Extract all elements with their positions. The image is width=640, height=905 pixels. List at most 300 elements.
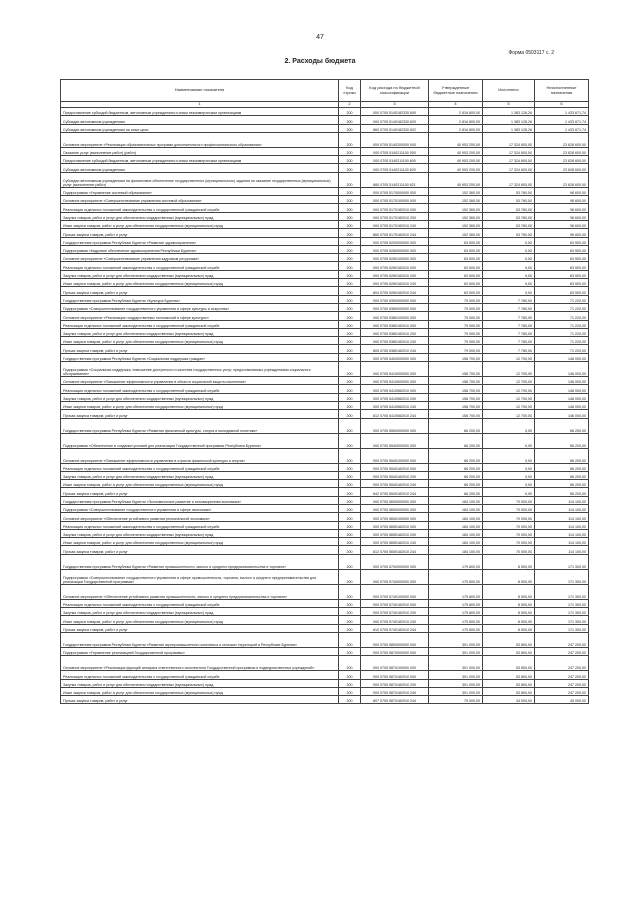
- header-number: 3: [361, 102, 429, 108]
- row-approved-cell: 66 200,00: [429, 448, 483, 463]
- row-name-cell: Закупка товаров, работ и услуг для обеспечения государственных (муниципальных) нужд: [61, 328, 339, 336]
- row-executed-cell: 12 700,00: [483, 377, 535, 385]
- row-approved-cell: 184 100,00: [429, 496, 483, 504]
- row-name-cell: Иные закупки товаров, работ и услуг для обеспечения государственных (муниципальных) нужд: [61, 616, 339, 624]
- row-remaining-cell: 247 200,00: [535, 671, 589, 679]
- table-row: [61, 624, 589, 632]
- row-name-cell: Прочая закупка товаров, работ и услуг: [61, 345, 339, 353]
- row-code-cell: 200: [339, 471, 361, 479]
- row-class-code-cell: 000 0705 5260100000 000: [361, 254, 429, 262]
- row-approved-cell: 158 700,00: [429, 353, 483, 361]
- row-code-cell: 200: [339, 401, 361, 409]
- row-executed-cell: 0,00: [483, 270, 535, 278]
- row-class-code-cell: 000 0705 5260000000 000: [361, 245, 429, 253]
- row-remaining-cell: 71 220,00: [535, 337, 589, 345]
- row-class-code-cell: 000 0705 5260182010 240: [361, 279, 429, 287]
- row-class-code-cell: 000 0705 5870000000 000: [361, 647, 429, 655]
- row-code-cell: 200: [339, 287, 361, 295]
- row-executed-cell: 70 000,00: [483, 546, 535, 554]
- row-remaining-cell: 98 600,00: [535, 187, 589, 195]
- table-row: [61, 538, 589, 546]
- row-code-cell: 200: [339, 164, 361, 172]
- row-executed-cell: 53 800,00: [483, 632, 535, 647]
- row-remaining-cell: 66 200,00: [535, 488, 589, 496]
- row-class-code-cell: 000 0705 5600000000 000: [361, 496, 429, 504]
- row-class-code-cell: 000 0705 5380182010 240: [361, 337, 429, 345]
- row-executed-cell: 8 500,00: [483, 599, 535, 607]
- row-remaining-cell: 98 600,00: [535, 196, 589, 204]
- row-name-cell: Основное мероприятие «Повышение эффективности управления в отрасли физической культуры и спорта»: [61, 448, 339, 463]
- row-name-cell: Закупка товаров, работ и услуг для обеспечения государственных (муниципальных) нужд: [61, 608, 339, 616]
- row-class-code-cell: 000 0705 5870182010 200: [361, 679, 429, 687]
- row-class-code-cell: 000 0705 5140182330 600: [361, 108, 429, 116]
- table-row: [61, 418, 589, 433]
- row-remaining-cell: 23 628 600,00: [535, 132, 589, 147]
- row-name-cell: Подпрограмма «Социальная поддержка, повышение доступности и качества государственных услуг, предоставляемых учреждениями социального обслуживания»: [61, 362, 339, 377]
- row-executed-cell: 7 780,00: [483, 328, 535, 336]
- row-class-code-cell: 842 0705 5540182010 244: [361, 488, 429, 496]
- row-remaining-cell: 114 100,00: [535, 496, 589, 504]
- row-remaining-cell: 63 500,00: [535, 262, 589, 270]
- table-row: [61, 671, 589, 679]
- row-remaining-cell: 1 433 671,74: [535, 108, 589, 116]
- row-class-code-cell: 000 0705 5200000000 000: [361, 237, 429, 245]
- row-code-cell: 200: [339, 463, 361, 471]
- row-code-cell: 200: [339, 410, 361, 418]
- row-class-code-cell: 000 0705 5140211100 600: [361, 156, 429, 164]
- row-executed-cell: 53 800,00: [483, 687, 535, 695]
- row-code-cell: 200: [339, 696, 361, 704]
- row-code-cell: 200: [339, 480, 361, 488]
- row-class-code-cell: 000 0705 5400000000 000: [361, 353, 429, 361]
- table-row: [61, 521, 589, 529]
- row-approved-cell: 158 700,00: [429, 410, 483, 418]
- row-remaining-cell: 71 220,00: [535, 295, 589, 303]
- row-class-code-cell: 000 0705 5540182010 200: [361, 471, 429, 479]
- row-executed-cell: 53 800,00: [483, 671, 535, 679]
- row-name-cell: Иные закупки товаров, работ и услуг для обеспечения государственных (муниципальных) нужд: [61, 279, 339, 287]
- row-code-cell: 200: [339, 345, 361, 353]
- row-code-cell: 200: [339, 546, 361, 554]
- row-executed-cell: 0,00: [483, 480, 535, 488]
- row-class-code-cell: 000 0705 5410000000 000: [361, 362, 429, 377]
- row-approved-cell: 152 360,00: [429, 196, 483, 204]
- row-class-code-cell: 812 0705 5410582010 244: [361, 410, 429, 418]
- row-class-code-cell: 000 0705 5170182010 240: [361, 220, 429, 228]
- table-row: [61, 337, 589, 345]
- row-class-code-cell: 000 0705 5500000000 000: [361, 418, 429, 433]
- row-class-code-cell: 000 0705 5300000000 000: [361, 295, 429, 303]
- row-code-cell: 200: [339, 496, 361, 504]
- row-approved-cell: 79 000,00: [429, 320, 483, 328]
- row-remaining-cell: 171 300,00: [535, 554, 589, 569]
- row-name-cell: Государственная программа Республики Бурятия «Культура Бурятии»: [61, 295, 339, 303]
- table-row: [61, 377, 589, 385]
- table-row: [61, 529, 589, 537]
- row-executed-cell: 53 760,00: [483, 229, 535, 237]
- row-name-cell: Оказание услуг (выполнение работ) (работ): [61, 147, 339, 155]
- table-row: [61, 496, 589, 504]
- row-name-cell: Государственная программа Республики Бурятия «Развитие промышленности, малого и среднего предпринимательства и торговли»: [61, 554, 339, 569]
- form-code: Форма 0503117 с. 2: [508, 50, 554, 56]
- table-row: [61, 132, 589, 147]
- row-approved-cell: 40 953 200,00: [429, 164, 483, 172]
- row-name-cell: Закупка товаров, работ и услуг для обеспечения государственных (муниципальных) нужд: [61, 529, 339, 537]
- row-executed-cell: 0,00: [483, 287, 535, 295]
- row-class-code-cell: 000 0705 5650182010 000: [361, 521, 429, 529]
- row-code-cell: 200: [339, 647, 361, 655]
- row-class-code-cell: 000 0705 5380182010 200: [361, 328, 429, 336]
- row-remaining-cell: 146 000,00: [535, 377, 589, 385]
- row-remaining-cell: 146 000,00: [535, 410, 589, 418]
- row-name-cell: Основное мероприятие «Обеспечение устойчивого развития промышленности, малого и среднего предпринимательства и торговли»: [61, 584, 339, 599]
- row-executed-cell: 1 383 128,26: [483, 108, 535, 116]
- header-code-line: Код строки: [339, 80, 361, 102]
- row-name-cell: Прочая закупка товаров, работ и услуг: [61, 229, 339, 237]
- row-code-cell: 200: [339, 320, 361, 328]
- row-approved-cell: 66 200,00: [429, 463, 483, 471]
- row-class-code-cell: 000 0705 5740182010 240: [361, 616, 429, 624]
- table-row: [61, 147, 589, 155]
- row-executed-cell: 7 780,00: [483, 345, 535, 353]
- row-remaining-cell: 71 220,00: [535, 328, 589, 336]
- row-code-cell: 200: [339, 488, 361, 496]
- row-class-code-cell: 000 0705 5380182010 000: [361, 320, 429, 328]
- row-code-cell: 200: [339, 212, 361, 220]
- row-approved-cell: 66 200,00: [429, 488, 483, 496]
- row-name-cell: Предоставление субсидий бюджетным, автономным учреждениям и иным некоммерческим организациям: [61, 108, 339, 116]
- row-executed-cell: 0,00: [483, 463, 535, 471]
- row-remaining-cell: 63 500,00: [535, 245, 589, 253]
- row-executed-cell: 53 800,00: [483, 647, 535, 655]
- row-class-code-cell: 000 0705 5650000000 000: [361, 504, 429, 512]
- row-approved-cell: 158 700,00: [429, 385, 483, 393]
- row-class-code-cell: 000 0705 5410582010 240: [361, 401, 429, 409]
- row-executed-cell: 8 500,00: [483, 569, 535, 584]
- row-remaining-cell: 63 500,00: [535, 279, 589, 287]
- row-code-cell: 200: [339, 124, 361, 132]
- row-remaining-cell: 247 200,00: [535, 679, 589, 687]
- row-executed-cell: 70 000,00: [483, 538, 535, 546]
- row-code-cell: 200: [339, 245, 361, 253]
- row-code-cell: 200: [339, 599, 361, 607]
- row-executed-cell: 70 000,00: [483, 521, 535, 529]
- row-class-code-cell: 807 0705 5870182010 244: [361, 696, 429, 704]
- row-name-cell: Основное мероприятие «Реализация государственных полномочий в сфере культуры»: [61, 312, 339, 320]
- row-approved-cell: 66 200,00: [429, 471, 483, 479]
- row-code-cell: 200: [339, 393, 361, 401]
- table-row: [61, 295, 589, 303]
- row-remaining-cell: 146 000,00: [535, 401, 589, 409]
- row-name-cell: Государственная программа Республики Бурятия «Развитие здравоохранения»: [61, 237, 339, 245]
- row-approved-cell: 66 200,00: [429, 433, 483, 448]
- table-row: [61, 679, 589, 687]
- row-executed-cell: 0,00: [483, 488, 535, 496]
- row-executed-cell: 12 700,00: [483, 385, 535, 393]
- table-row: [61, 270, 589, 278]
- row-name-cell: Закупка товаров, работ и услуг для обеспечения государственных (муниципальных) нужд: [61, 393, 339, 401]
- row-approved-cell: 152 360,00: [429, 212, 483, 220]
- table-row: [61, 554, 589, 569]
- row-executed-cell: 17 324 600,00: [483, 132, 535, 147]
- table-row: [61, 245, 589, 253]
- row-executed-cell: 53 800,00: [483, 656, 535, 671]
- row-code-cell: 200: [339, 116, 361, 124]
- row-remaining-cell: 171 300,00: [535, 599, 589, 607]
- row-executed-cell: 0,00: [483, 237, 535, 245]
- table-row: [61, 229, 589, 237]
- row-approved-cell: 152 360,00: [429, 204, 483, 212]
- row-approved-cell: 63 500,00: [429, 270, 483, 278]
- row-executed-cell: 53 760,00: [483, 212, 535, 220]
- row-code-cell: 200: [339, 204, 361, 212]
- row-class-code-cell: 000 0705 5140182330 620: [361, 116, 429, 124]
- row-name-cell: Основное мероприятие «Реализация образовательных программ дополнительного профессионального образования»: [61, 132, 339, 147]
- table-row: [61, 656, 589, 671]
- row-name-cell: Прочая закупка товаров, работ и услуг: [61, 287, 339, 295]
- row-approved-cell: 79 000,00: [429, 295, 483, 303]
- row-approved-cell: 66 200,00: [429, 418, 483, 433]
- row-approved-cell: 79 000,00: [429, 303, 483, 311]
- header-code-class: Код расхода по бюджетной классификации: [361, 80, 429, 102]
- row-name-cell: Основное мероприятие «Повышение эффективности управления в области социальной защиты населения»: [61, 377, 339, 385]
- row-class-code-cell: 805 0705 5380182010 244: [361, 345, 429, 353]
- row-remaining-cell: 171 300,00: [535, 624, 589, 632]
- row-name-cell: Основное мероприятие «Совершенствование управления системой образования»: [61, 196, 339, 204]
- row-name-cell: Иные закупки товаров, работ и услуг для обеспечения государственных (муниципальных) нужд: [61, 220, 339, 228]
- row-name-cell: Подпрограмма «Управление реализацией Государственной программы»: [61, 647, 339, 655]
- row-approved-cell: 79 000,00: [429, 345, 483, 353]
- row-name-cell: Прочая закупка товаров, работ и услуг: [61, 624, 339, 632]
- row-approved-cell: 179 800,00: [429, 599, 483, 607]
- table-row: [61, 488, 589, 496]
- row-name-cell: Реализация отдельных положений законодательства о государственной гражданской службе: [61, 671, 339, 679]
- row-code-cell: 200: [339, 656, 361, 671]
- row-executed-cell: 7 780,00: [483, 320, 535, 328]
- row-executed-cell: 8 500,00: [483, 554, 535, 569]
- row-class-code-cell: 000 0705 5260182010 200: [361, 270, 429, 278]
- row-code-cell: 200: [339, 521, 361, 529]
- table-row: [61, 471, 589, 479]
- row-approved-cell: 63 500,00: [429, 237, 483, 245]
- row-code-cell: 200: [339, 632, 361, 647]
- row-class-code-cell: 000 0705 5380100000 000: [361, 312, 429, 320]
- row-class-code-cell: 000 0705 5870182010 000: [361, 671, 429, 679]
- row-code-cell: 200: [339, 504, 361, 512]
- table-row: [61, 254, 589, 262]
- row-remaining-cell: 247 200,00: [535, 632, 589, 647]
- row-code-cell: 200: [339, 279, 361, 287]
- row-remaining-cell: 66 200,00: [535, 433, 589, 448]
- row-remaining-cell: 23 628 600,00: [535, 156, 589, 164]
- row-executed-cell: 34 000,00: [483, 696, 535, 704]
- row-class-code-cell: 810 0705 5740182010 244: [361, 624, 429, 632]
- row-remaining-cell: 63 500,00: [535, 270, 589, 278]
- table-row: [61, 328, 589, 336]
- row-code-cell: 200: [339, 132, 361, 147]
- row-name-cell: Закупка товаров, работ и услуг для обеспечения государственных (муниципальных) нужд: [61, 212, 339, 220]
- row-class-code-cell: 000 0705 5380000000 000: [361, 303, 429, 311]
- row-approved-cell: 40 953 200,00: [429, 147, 483, 155]
- row-code-cell: 200: [339, 237, 361, 245]
- row-executed-cell: 8 500,00: [483, 584, 535, 599]
- row-class-code-cell: 000 0705 5170100000 000: [361, 196, 429, 204]
- row-name-cell: Подпрограмма «Обеспечение в создании условий для реализации Государственной программы Республики Бурятия»: [61, 433, 339, 448]
- row-executed-cell: 12 700,00: [483, 401, 535, 409]
- row-name-cell: Иные закупки товаров, работ и услуг для обеспечения государственных (муниципальных) нужд: [61, 480, 339, 488]
- row-executed-cell: 8 500,00: [483, 624, 535, 632]
- row-class-code-cell: 000 0705 5740000000 000: [361, 569, 429, 584]
- header-row: [61, 80, 589, 102]
- row-executed-cell: 53 760,00: [483, 220, 535, 228]
- row-name-cell: Подпрограмма «Кадровое обеспечение здравоохранения Республики Бурятия»: [61, 245, 339, 253]
- row-remaining-cell: 71 220,00: [535, 312, 589, 320]
- row-code-cell: 200: [339, 671, 361, 679]
- row-approved-cell: 2 816 800,00: [429, 108, 483, 116]
- row-name-cell: Государственная программа Республики Бурятия «Экономическое развитие и инновационная экономика»: [61, 496, 339, 504]
- header-number: 4: [429, 102, 483, 108]
- header-executed: Исполнено: [483, 80, 535, 102]
- row-approved-cell: 152 360,00: [429, 187, 483, 195]
- table-row: [61, 187, 589, 195]
- row-name-cell: Прочая закупка товаров, работ и услуг: [61, 696, 339, 704]
- row-name-cell: Иные закупки товаров, работ и услуг для обеспечения государственных (муниципальных) нужд: [61, 401, 339, 409]
- header-number: 6: [535, 102, 589, 108]
- row-approved-cell: 179 800,00: [429, 569, 483, 584]
- row-name-cell: Субсидии автономным учреждениям на иные цели: [61, 124, 339, 132]
- row-approved-cell: 79 000,00: [429, 337, 483, 345]
- row-approved-cell: 79 000,00: [429, 696, 483, 704]
- row-executed-cell: 0,00: [483, 245, 535, 253]
- table-row: [61, 362, 589, 377]
- row-approved-cell: 184 100,00: [429, 513, 483, 521]
- row-code-cell: 200: [339, 187, 361, 195]
- row-remaining-cell: 114 100,00: [535, 538, 589, 546]
- table-row: [61, 262, 589, 270]
- row-name-cell: Подпрограмма «Совершенствование государственного управления в сфере промышленности, торговли, малого и среднего предпринимательства для реализации Государственной программы»: [61, 569, 339, 584]
- row-executed-cell: 70 000,00: [483, 496, 535, 504]
- row-class-code-cell: 000 0705 5540000000 000: [361, 433, 429, 448]
- row-code-cell: 200: [339, 616, 361, 624]
- row-code-cell: 200: [339, 254, 361, 262]
- row-approved-cell: 63 500,00: [429, 287, 483, 295]
- row-remaining-cell: 66 200,00: [535, 418, 589, 433]
- row-executed-cell: 0,00: [483, 433, 535, 448]
- table-row: [61, 204, 589, 212]
- table-row: [61, 237, 589, 245]
- row-code-cell: 200: [339, 108, 361, 116]
- row-class-code-cell: 000 0705 5740100000 000: [361, 584, 429, 599]
- row-name-cell: Реализация отдельных положений законодательства о государственной гражданской службе: [61, 320, 339, 328]
- row-code-cell: 200: [339, 687, 361, 695]
- row-approved-cell: 301 000,00: [429, 647, 483, 655]
- row-name-cell: Закупка товаров, работ и услуг для обеспечения государственных (муниципальных) нужд: [61, 270, 339, 278]
- table-row: [61, 569, 589, 584]
- row-approved-cell: 158 700,00: [429, 377, 483, 385]
- row-code-cell: 200: [339, 385, 361, 393]
- row-remaining-cell: 66 200,00: [535, 480, 589, 488]
- row-name-cell: Государственная программа Республики Бурятия «Развитие физической культуры, спорта и молодежной политики»: [61, 418, 339, 433]
- row-class-code-cell: 000 0705 5650182010 240: [361, 538, 429, 546]
- row-executed-cell: 53 760,00: [483, 204, 535, 212]
- row-executed-cell: 12 700,00: [483, 393, 535, 401]
- row-name-cell: Реализация отдельных положений законодательства о государственной гражданской службе: [61, 204, 339, 212]
- row-name-cell: Субсидии автономным учреждениям: [61, 116, 339, 124]
- row-code-cell: 200: [339, 270, 361, 278]
- table-row: [61, 480, 589, 488]
- row-class-code-cell: 804 0705 5260182010 244: [361, 287, 429, 295]
- table-row: [61, 696, 589, 704]
- row-class-code-cell: 000 0705 5410582010 000: [361, 385, 429, 393]
- row-class-code-cell: 000 0705 5540182010 000: [361, 463, 429, 471]
- row-name-cell: Подпрограмма «Совершенствование государственного управления в сфере экономики»: [61, 504, 339, 512]
- row-class-code-cell: 000 0705 5650182010 200: [361, 529, 429, 537]
- row-approved-cell: 2 816 800,00: [429, 124, 483, 132]
- row-executed-cell: 12 700,00: [483, 353, 535, 361]
- row-remaining-cell: 146 000,00: [535, 353, 589, 361]
- table-row: [61, 303, 589, 311]
- row-code-cell: 200: [339, 328, 361, 336]
- table-row: [61, 312, 589, 320]
- row-executed-cell: 70 000,00: [483, 513, 535, 521]
- row-class-code-cell: 000 0705 5140211100 000: [361, 147, 429, 155]
- table-row: [61, 320, 589, 328]
- row-approved-cell: 179 800,00: [429, 608, 483, 616]
- header-number: 1: [61, 102, 339, 108]
- row-approved-cell: 63 500,00: [429, 262, 483, 270]
- row-remaining-cell: 23 628 600,00: [535, 172, 589, 187]
- row-code-cell: 200: [339, 554, 361, 569]
- row-name-cell: Государственная программа Республики Бурятия «Развитие агропромышленного комплекса и сельских территорий в Республике Бурятия»: [61, 632, 339, 647]
- table-row: [61, 401, 589, 409]
- row-remaining-cell: 114 100,00: [535, 529, 589, 537]
- row-approved-cell: 301 000,00: [429, 656, 483, 671]
- row-code-cell: 200: [339, 538, 361, 546]
- row-code-cell: 200: [339, 569, 361, 584]
- row-remaining-cell: 23 628 600,00: [535, 147, 589, 155]
- row-remaining-cell: 71 220,00: [535, 303, 589, 311]
- row-remaining-cell: 171 300,00: [535, 616, 589, 624]
- table-row: [61, 584, 589, 599]
- row-class-code-cell: 000 0705 5410582010 200: [361, 393, 429, 401]
- row-name-cell: Иные закупки товаров, работ и услуг для обеспечения государственных (муниципальных) нужд: [61, 687, 339, 695]
- row-remaining-cell: 114 100,00: [535, 504, 589, 512]
- row-remaining-cell: 114 100,00: [535, 513, 589, 521]
- row-remaining-cell: 247 200,00: [535, 647, 589, 655]
- header-unexecuted: Неисполненные назначения: [535, 80, 589, 102]
- row-name-cell: Предоставление субсидий бюджетным, автономным учреждениям и иным некоммерческим организациям: [61, 156, 339, 164]
- row-approved-cell: 179 800,00: [429, 584, 483, 599]
- table-row: [61, 448, 589, 463]
- header-approved: Утвержденные бюджетные назначения: [429, 80, 483, 102]
- table-row: [61, 108, 589, 116]
- row-approved-cell: 66 200,00: [429, 480, 483, 488]
- row-code-cell: 200: [339, 529, 361, 537]
- row-code-cell: 200: [339, 608, 361, 616]
- row-executed-cell: 70 000,00: [483, 504, 535, 512]
- row-class-code-cell: 000 0705 5740182010 000: [361, 599, 429, 607]
- row-class-code-cell: 000 0705 5540100000 000: [361, 448, 429, 463]
- row-executed-cell: 0,00: [483, 448, 535, 463]
- row-executed-cell: 17 324 600,00: [483, 147, 535, 155]
- row-code-cell: 200: [339, 196, 361, 204]
- table-row: [61, 410, 589, 418]
- row-code-cell: 200: [339, 362, 361, 377]
- row-code-cell: 200: [339, 172, 361, 187]
- row-remaining-cell: 146 000,00: [535, 362, 589, 377]
- row-remaining-cell: 1 433 671,74: [535, 116, 589, 124]
- row-executed-cell: 0,00: [483, 471, 535, 479]
